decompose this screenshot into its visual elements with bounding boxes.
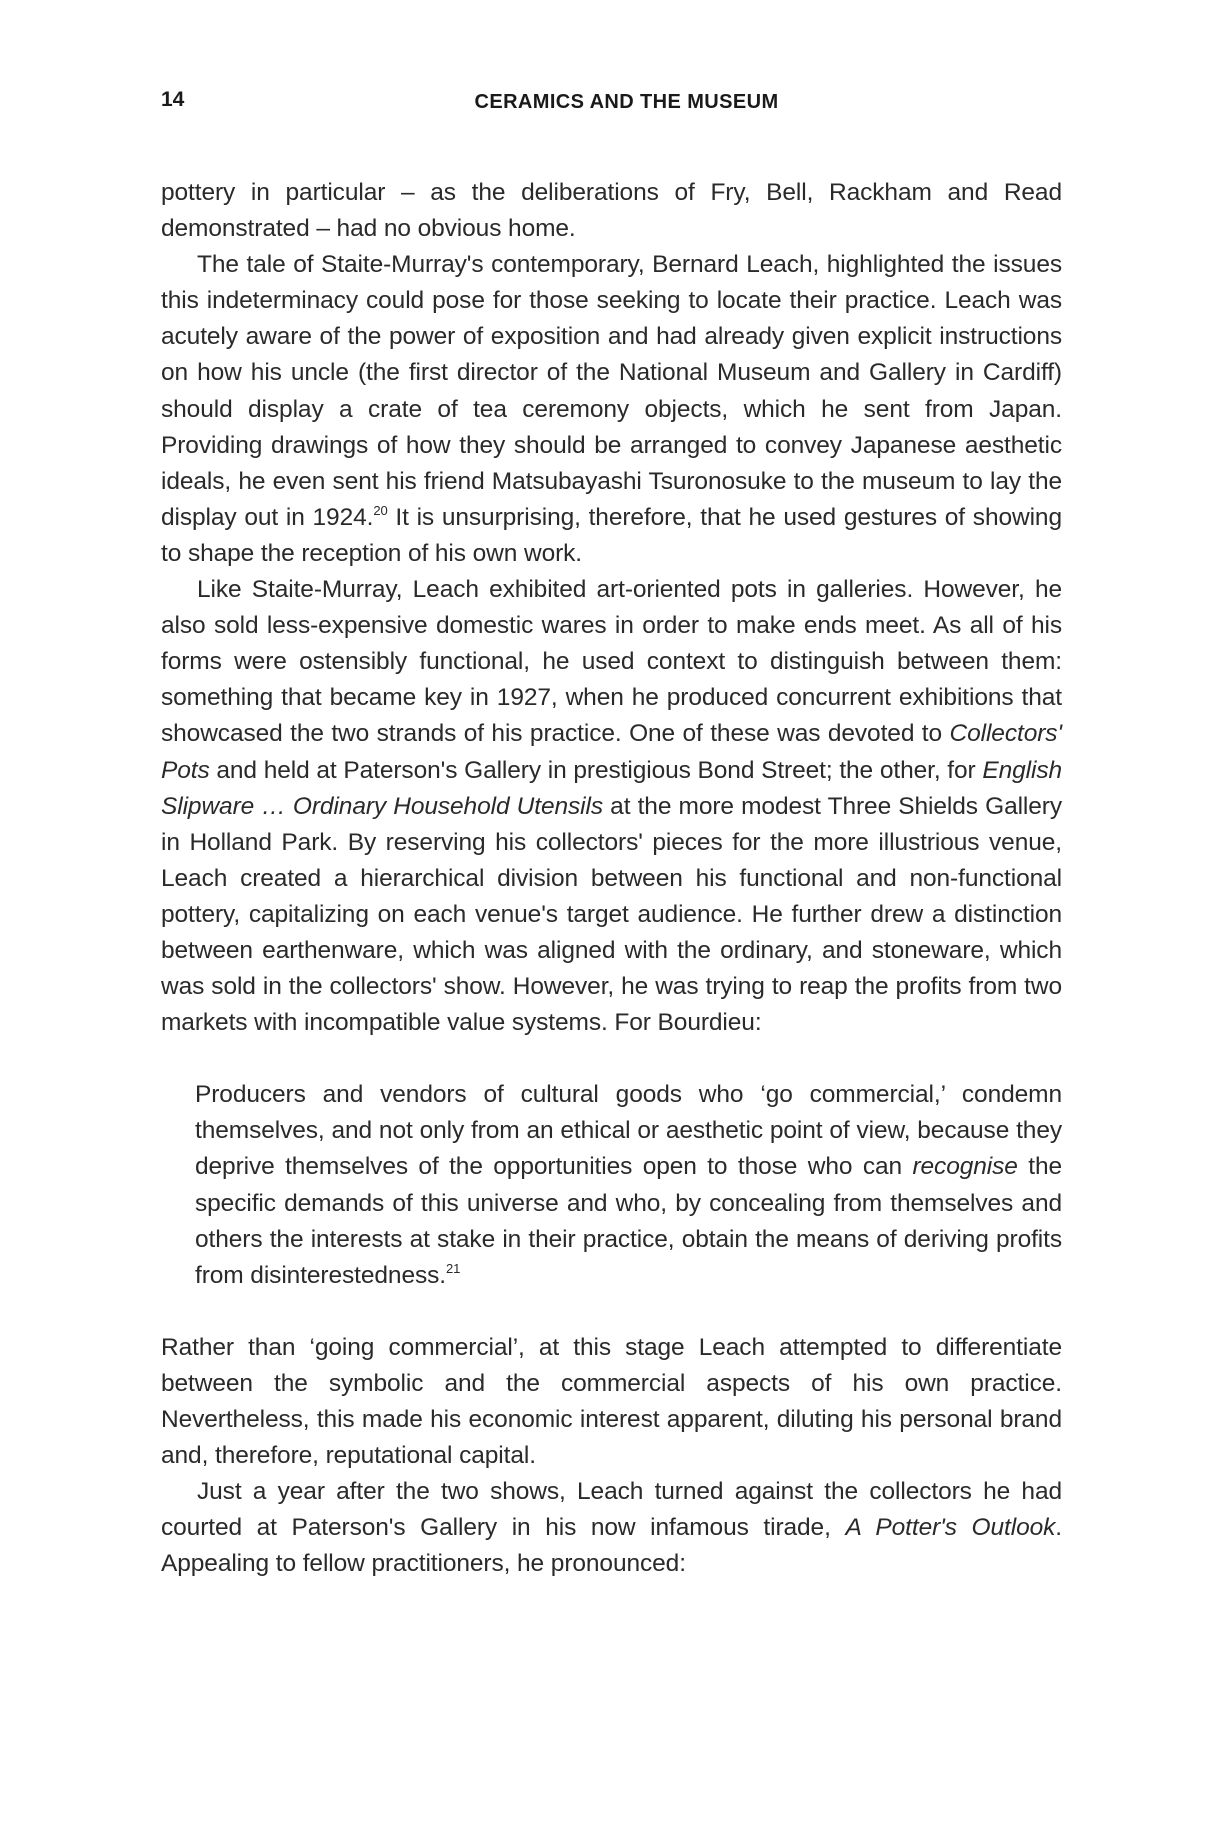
paragraph-text: pottery in particular – as the deliberations of Fry, Bell, Rackham and Read demonstrated – had no obvious home. bbox=[161, 179, 1062, 243]
italic-title: Collectors' Pots bbox=[161, 720, 1062, 784]
paragraph-text: The tale of Staite-Murray's contemporary, Bernard Leach, highlighted the issues this indeterminacy could pose for those seeking to locate their practice. Leach was acutely aware of the power of exposition and had already given explicit instructions on how his uncle (the first director of the National Museum and Gallery in Cardiff) should display a crate of tea ceremony objects, which he sent from Japan. Providing drawings of how they should be arranged to convey Japanese aesthetic ideals, he even sent his friend Matsubayashi Tsuronosuke to the museum to lay the display out in 1924. bbox=[161, 251, 1062, 531]
paragraph-potters-outlook bbox=[161, 1474, 1062, 1582]
footnote-marker: 20 bbox=[373, 502, 388, 518]
body-text bbox=[161, 175, 1062, 1582]
paragraph-text: Like Staite-Murray, Leach exhibited art-oriented pots in galleries. However, he also sold less-expensive domestic wares in order to make ends meet. As all of his forms were ostensibly functional, he used context to distinguish between them: something that became key in 1927, when he produced concurrent exhibitions that showcased the two strands of his practice. One of these was devoted to bbox=[161, 576, 1062, 748]
paragraph-going-commercial bbox=[161, 1330, 1062, 1474]
page-number: 14 bbox=[161, 88, 185, 111]
paragraph-leach-display bbox=[161, 247, 1062, 572]
paragraph-text: Just a year after the two shows, Leach turned against the collectors he had courted at Paterson's Gallery in his now infamous tirade, bbox=[161, 1478, 1062, 1542]
paragraph-text: It is unsurprising, therefore, that he used gestures of showing to shape the reception of his own work. bbox=[161, 503, 1062, 567]
paragraph-text: . Appealing to fellow practitioners, he pronounced: bbox=[161, 1514, 1062, 1578]
footnote-marker: 21 bbox=[445, 1260, 461, 1276]
paragraph-continuation bbox=[161, 175, 1062, 247]
quote-text: Producers and vendors of cultural goods who ‘go commercial,’ condemn themselves, and not only from an ethical or aesthetic point of view, because they deprive themselves of the opportunities open to those who can bbox=[195, 1081, 1062, 1181]
block-quote-bourdieu bbox=[195, 1077, 1062, 1294]
paragraph-text: Rather than ‘going commercial’, at this stage Leach attempted to differentiate between the symbolic and the commercial aspects of his own practice. Nevertheless, this made his economic interest apparent, diluting his personal brand and, therefore, reputational capital. bbox=[161, 1333, 1062, 1470]
running-head: CERAMICS AND THE MUSEUM bbox=[474, 91, 779, 113]
paragraph-leach-exhibitions bbox=[161, 572, 1062, 1041]
paragraph-text: and held at Paterson's Gallery in prestigious Bond Street; the other, for bbox=[209, 756, 983, 784]
italic-title: English Slipware … Ordinary Household Utensils bbox=[161, 756, 1062, 820]
paragraph-text: at the more modest Three Shields Gallery in Holland Park. By reserving his collectors' pieces for the more illustrious venue, Leach created a hierarchical division between his functional and non-functional pottery, capitalizing on each venue's target audience. He further drew a distinction between earthenware, which was aligned with the ordinary, and stoneware, which was sold in the collectors' show. However, he was trying to reap the profits from two markets with incompatible value systems. For Bourdieu: bbox=[161, 792, 1063, 1037]
italic-word: recognise bbox=[912, 1153, 1018, 1181]
quote-text: the specific demands of this universe and who, by concealing from themselves and others the interests at stake in their practice, obtain the means of deriving profits from disinterestedness. bbox=[195, 1153, 1063, 1289]
italic-title: A Potter's Outlook bbox=[845, 1514, 1056, 1542]
